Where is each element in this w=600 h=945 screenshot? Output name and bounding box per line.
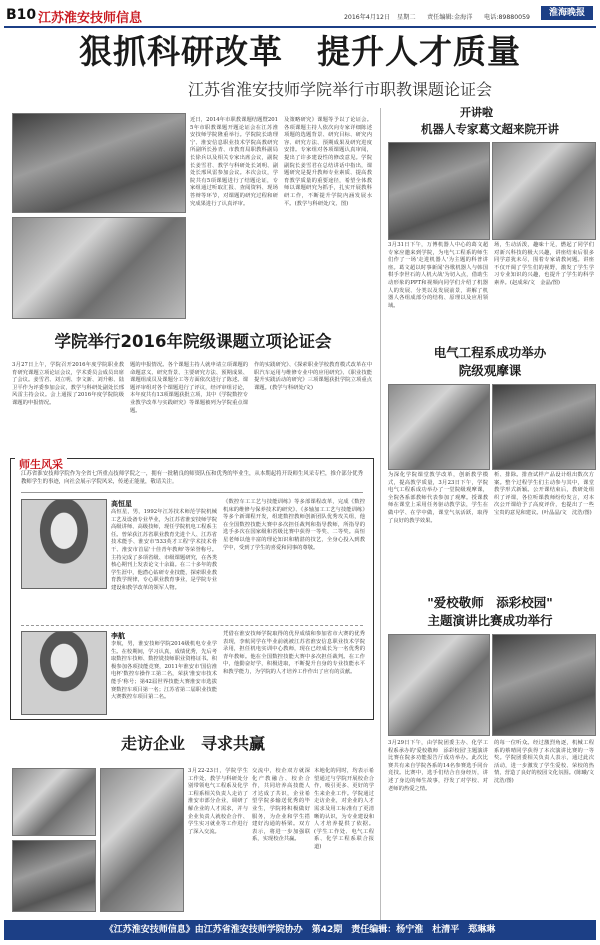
campus-text-col1: 3月29日下午，由学院团委主办、化学工程系承办的'爱校敬师 添彩校园'主题演讲比赛在院多功能报告厅成功举办。此次比赛共有来自学院各系的14名参赛选手同台竞技。比赛中，选手们结合自身经历，讲述了身边的师生故事，抒发了对学校、对老师的热爱之情。: [388, 740, 488, 792]
topic2-headline: 学院举行2016年院级课题立项论证会: [54, 332, 332, 351]
campus-text-col2: 的每一位听众。经过激烈角逐，机械工程系的蔡晴同学获得了本次演讲比赛的一等奖。学院团委相关负责人表示，通过此次活动，进一步激发了学生爱校、荣校的热情，营造了良好的校园文化氛围。(陈曦/文 沈浩/图): [494, 740, 600, 784]
header-date: 2016年4月12日: [344, 14, 391, 21]
courses-text-col1: 为深化学院课堂教学改革，创新教学模式，提高教学质量，3月23日下午，学院电气工程系成功举办了一堂院级观摩课，全院各系部教师代表参加了观摩。授课教师在课堂上采用任务驱动教学法，学生在做中学、在学中做，课堂气氛活跃，取得了良好的教学效果。: [388, 472, 488, 524]
header-weekday: 星期二: [397, 14, 416, 21]
header-bar: [4, 4, 596, 28]
courses-headline-2: 院级观摩课: [458, 363, 522, 378]
lecture-kicker: 开讲啦: [460, 106, 493, 119]
student-portrait: [21, 631, 107, 715]
topic2-text-col1: 3月27日上午，学院召开2016年度学院职业教育研究课题立项论证会议，学术委员会成员出席了会议。姜雪君、刘立明、李文新、刘升彬、陆卫平作为评委参加会议，教学与科研处副处长邢风雷主持会议。会上通报了2016年度学院院级课题的申报情况。: [12, 362, 124, 406]
header-editor: 责任编辑:金海洋: [427, 14, 473, 21]
enterprise-photo-2: [12, 840, 96, 912]
student-bio-col2: 凭借在淮安技师学院取得的优异成绩和参加省市大赛的优秀表现，李航同学在毕业前就被江苏省淮安信息职业技术学院录用，担任机电实训中心教师，现在已经成长为一名优秀的青年教师。他在全国数控技能大赛中多次担任裁判。在工作中，他勤奋好学，积极进取，不断提升自身的专业技能水平和教学能力，为学院的人才培养工作作出了应有的贡献。: [223, 631, 365, 675]
teacher-portrait: [21, 499, 107, 589]
teacher-name: 高恒星: [111, 500, 132, 508]
enterprise-text-col2: 交流中，校企双方就深化产教融合、校企合作，共同培养高技能人才达成了共识，企业希望学院多输送优秀的毕业生，学院将积极做好服务，为企业和学生搭建好沟通的桥梁。双方表示，将进一步加强联系，实现校企共赢。: [252, 768, 310, 843]
section-title: 江苏淮安技师信息: [38, 11, 143, 26]
lecture-photo-2: [492, 142, 596, 240]
profile-divider: [21, 625, 363, 626]
enterprise-headline: 走访企业 寻求共赢: [120, 734, 265, 753]
teachers-section: [10, 458, 374, 720]
campus-photo-1: [388, 634, 490, 736]
lead-text-col1: 近日，2014年市职教课题结题暨2015年市职教课题开题论证会在江苏淮安技师学院隆重举行。学院院长助理宁、淮安信息职业技术学院高教研究所副所长孙青、市教育局职教科副局长徐兵以及相关专家出席会议，副院长姜雪君、教学与科研处长刘明、副处长邢风雷参加会议。本次会议，学院共有5项课题进行了结题论证，专家组通过听取汇报、查阅资料、现场答辩等环节，对课题的研究过程和研究成果进行了认真评审。: [190, 117, 278, 207]
student-bio-col1: 李航，男，淮安技师学院2014级机电专业学生。在校期间，学习认真，成绩优秀，先后考取数控车技师、数控铣技师职业资格证书。积极参加各项技能竞赛，2011年淮安市'国信淮电杯'数控车操作工第二名，荣获'淮安市技术能手'称号；第42届世界技能大赛淮安市选拔赛数控车项目第一名；江苏省第二届职业技能大赛数控车项目第二名。: [111, 641, 217, 701]
lecture-text-col2: 场，生动活泼，趣味十足，燃起了同学们对新兴科技的极大兴趣，讲座结束后很多同学意犹未尽，围着专家请教问题。讲座不仅开阔了学生们的视野，激发了学生学习专业知识的兴趣，也提升了学生的科学素养。(赵成荣/文 金晶/图): [494, 242, 594, 286]
teachers-title: 师生风采: [15, 456, 67, 472]
campus-headline-2: 主题演讲比赛成功举行: [427, 613, 553, 628]
footer-bar: [4, 920, 596, 940]
campus-photo-2: [492, 634, 596, 736]
lecture-photo-1: [388, 142, 490, 240]
enterprise-photo-3: [100, 768, 184, 912]
teacher-bio-col2: 《数控车工工艺与技能训练》等多部课程改革，完成《数控机床的维修与保养技术的研究》、《多轴加工工艺与技能训练》等多个新课程开发，组建数控教师创新团队优秀攻关组，他在全国数控技能大赛中多次担任裁判和指导教师，所指导的选手多次在国家级和省级比赛中获得一等奖、二等奖。高恒星老师以他丰富的理论知识和精湛的技艺，全身心投入到教学中，受到了学生的喜爱和同事的尊敬。: [223, 499, 365, 551]
enterprise-text-col3: 本地化的同时，均表示希望通过与学院开展校企合作，吸引更多、更好的学生来企业工作。学院通过走访企业，对企业的人才需求及用工标准有了更清晰的认识，为专业建设和人才培养提供了依据。(学生工作处、电气工程系、化学工程系联合报道): [314, 768, 374, 850]
header-phone: 电话:89880059: [484, 14, 530, 21]
lead-subheadline: 江苏省淮安技师学院举行市职教课题论证会: [187, 80, 492, 99]
teacher-bio-col1: 高恒星，男，1992年江苏技术师范学院机械工艺及设备专业毕业，为江苏省淮安技师学院高级讲师、高级技师，现任学院机电工程系主任。曾荣获江苏省职业教育先进个人、江苏省技术能手、淮安市'533英才工程'学术技术骨干、淮安市首届'十佳青年教师'等荣誉称号。主持完成了多项省级、市级课题研究，在各类核心期刊上发表论文十余篇。在二十多年的教学生涯中，他潜心钻研专业技能，探索职业教育教学规律，专心职业教育事业，是学院专业建设和教学改革的领军人物。: [111, 509, 217, 591]
campus-headline: "爱校敬师 添彩校园": [427, 595, 553, 610]
lead-headline: 狠抓科研改革 提升人才质量: [79, 32, 521, 71]
lead-photo-1: [12, 113, 186, 213]
topic2-text-col2: 题的申报情况。各个课题主持人就申请立项课题的命题意义、研究背景、主要研究方法、预期成果、课题组成员及课题分工等方面依次进行了陈述。课题评审组对各个课题进行了评议，经评审组讨论，本年度共有13项课题获批立项，其中《学院数控专业教学改革与实践研究》等课题被列为学院重点课题。: [130, 362, 248, 414]
lead-photo-2: [12, 217, 186, 319]
courses-text-col2: 析、排除。排查试样产品设计组出数次方案。整个过程学生们主动参与其中，课堂教学形式新颖。公开课结束后，教研处组织了评课，各位听课教师纷纷发言，对本次公开课给予了高度评价，也提出了一些宝贵的意见和建议。(叶晶晶/文 沈浩/图): [494, 472, 594, 516]
teachers-intro: 江苏省淮安技师学院作为全省七所重点技师学院之一，拥有一批精良的师资队伍和优秀的毕业生，从本期起将开设师生风采专栏，推介部分优秀教师学生的事迹，向社会展示学院风采，传递正能量，敬请关注。: [21, 471, 363, 485]
lecture-headline: 机器人专家葛文超来院开讲: [421, 122, 559, 136]
page-number: B10: [6, 7, 37, 23]
enterprise-text-col1: 3月22-23日，学院学生工作处、教学与科研处分别带领电气工程系及化学工程系相关负责人走访了淮安市部分企业，调研了解企业的人才需求，并与企业负责人就校企合作、学生实习就业等工作进行了深入交流。: [188, 768, 248, 835]
intro-rule: [21, 492, 363, 493]
column-divider: [380, 108, 381, 940]
lecture-text-col1: 3月31日下午，万博机器人中心的葛文超专家应邀来到学院，为电气工程系的师生们作了一场'走进机器人'为主题的科普讲座。葛文超以时事新闻'谷歌机器人与韩国棋手李世石的人机大战'为切入点，借助生动形象的PPT和视频向同学们介绍了机器人的发展、分类以及发展前景，讲解了机器人各组成部分的结构、原理以及应用领域。: [388, 242, 488, 309]
courses-headline: 电气工程系成功举办: [433, 345, 547, 360]
courses-photo-1: [388, 384, 490, 470]
topic2-text-col3: 作的实践研究》、《探索职业学校教育模式改革在中职汽车运用与维修专业中的应用研究》、《职业技能提升实践活动的研究》三项课题获批学院立项重点课题。(教学与科研处/文): [254, 362, 372, 391]
footer-text: 《江苏淮安技师信息》由江苏省淮安技师学院协办 第42期 责任编辑：杨宁淮 杜清平 郑琳琳: [104, 925, 496, 935]
courses-photo-2: [492, 384, 596, 470]
newspaper-logo: 淮海晚报: [541, 6, 593, 20]
student-name: 李航: [111, 632, 125, 640]
enterprise-photo-1: [12, 768, 96, 836]
lead-text-col2: 及策略研究》课题等予以了论证会。各项课题主持人依次向专家详细陈述项题的选题背景、研究目标、研究内容、研究方法、预期成果及研究进度安排。专家组对各项课题认真审阅，提出了许多建设性的修改意见。学院副院长姜雪君在总结讲话中指出，课题研究是提升教师专业素质、提高教育教学质量的重要途径，希望全体教师以课题研究为抓手，扎实开展教科研工作，不断提升学院内涵发展水平。(教学与科研处/文、图): [284, 117, 372, 207]
